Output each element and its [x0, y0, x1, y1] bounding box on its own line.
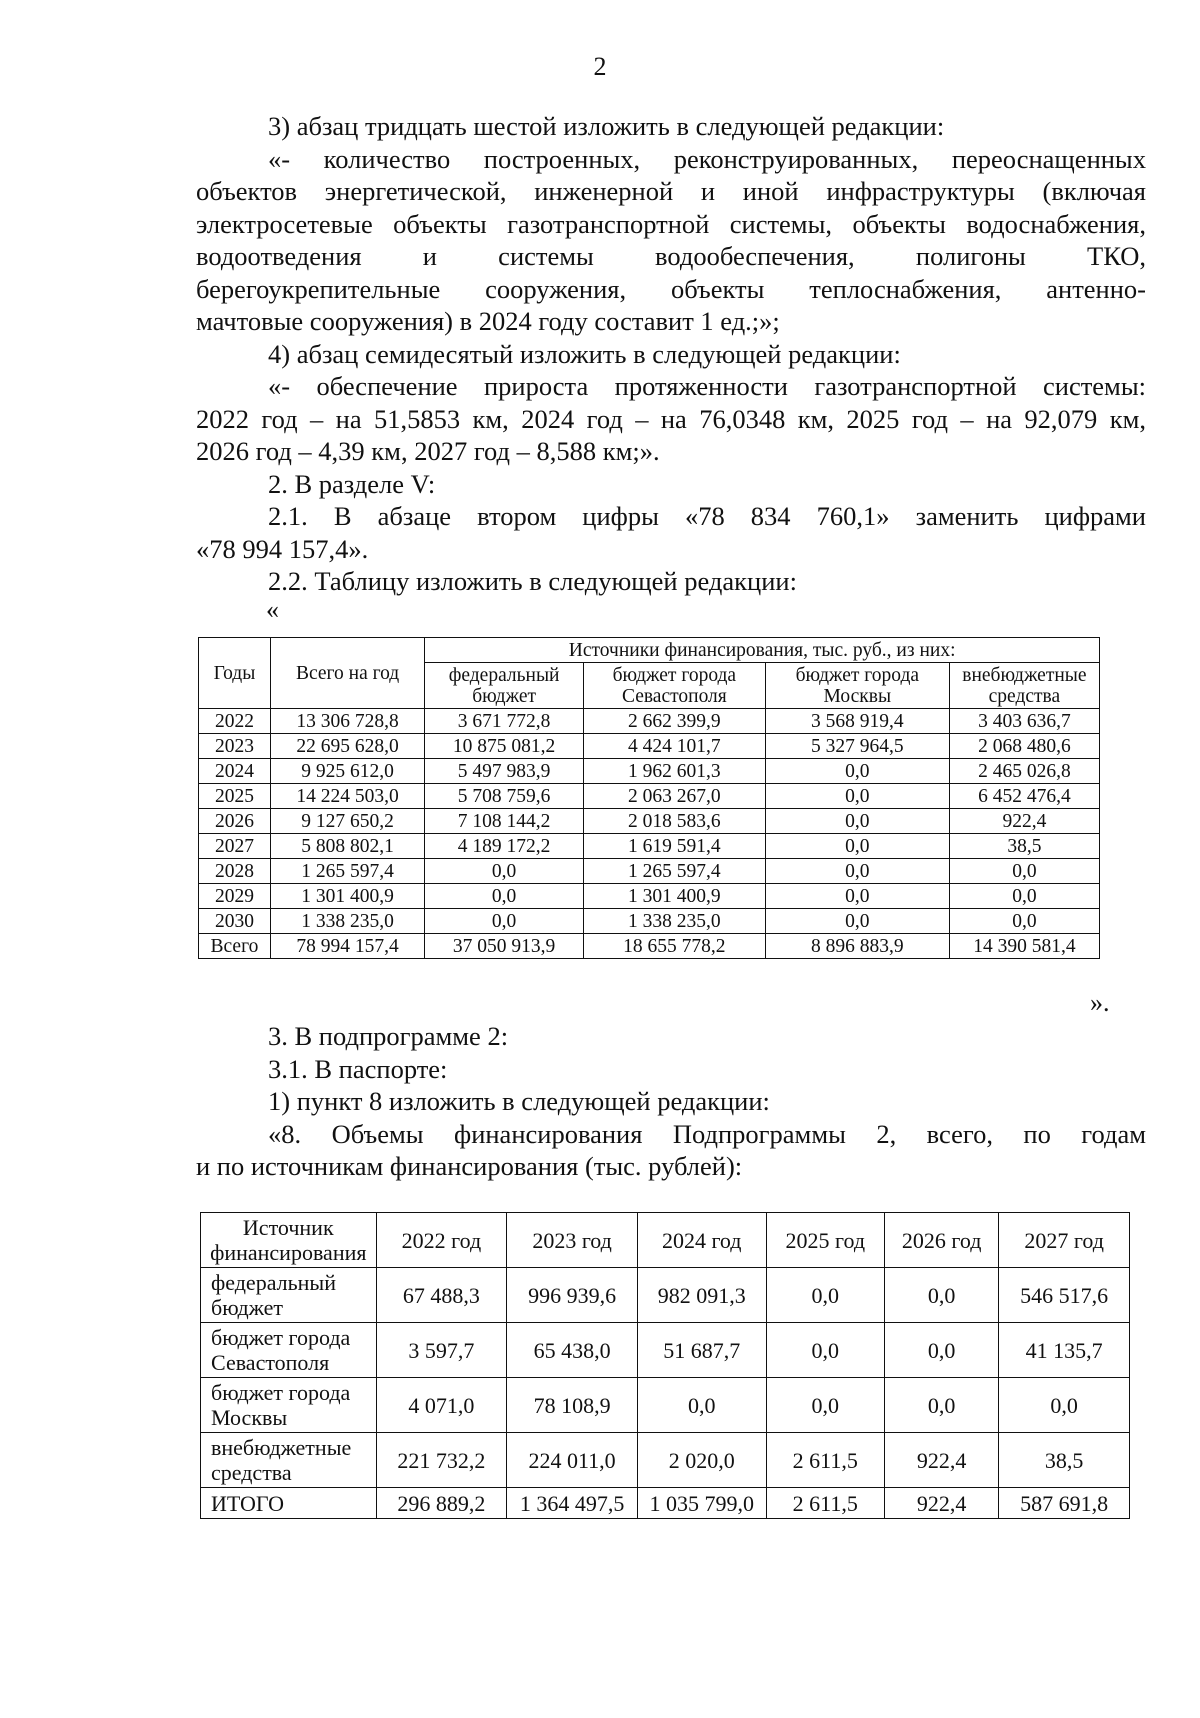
cell-value: 78 108,9 [507, 1378, 638, 1433]
point8-heading: 1) пункт 8 изложить в следующей редакции: [268, 1086, 770, 1116]
cell-extrabudgetary: 0,0 [949, 884, 1099, 909]
item21-line: 2.1. В абзаце втором цифры «78 834 760,1» заменить цифрами [268, 501, 1146, 531]
cell-year: 2023 [199, 734, 271, 759]
cell-federal: 5 708 759,6 [425, 784, 584, 809]
cell-source: бюджет города Москвы [201, 1378, 377, 1433]
cell-year: 2028 [199, 859, 271, 884]
header-source: Источник финансирования [201, 1213, 377, 1268]
cell-extrabudgetary: 3 403 636,7 [949, 709, 1099, 734]
cell-moscow: 8 896 883,9 [765, 934, 949, 959]
item3-line-4: водоотведения и системы водообеспечения, полигоны ТКО, [196, 241, 1146, 271]
cell-moscow: 5 327 964,5 [765, 734, 949, 759]
cell-value: 221 732,2 [376, 1433, 507, 1488]
item21-line-last: «78 994 157,4». [196, 533, 369, 564]
cell-value: 0,0 [766, 1378, 884, 1433]
cell-value: 0,0 [637, 1378, 766, 1433]
cell-sevastopol: 4 424 101,7 [583, 734, 765, 759]
cell-sevastopol: 1 301 400,9 [583, 884, 765, 909]
header-moscow: бюджет города Москвы [765, 663, 949, 709]
cell-federal: 5 497 983,9 [425, 759, 584, 784]
item3-heading: 3) абзац тридцать шестой изложить в следующей редакции: [268, 111, 945, 141]
table-row [201, 1378, 1130, 1433]
table-row [199, 909, 1100, 934]
cell-year: 2030 [199, 909, 271, 934]
header-2022: 2022 год [376, 1213, 507, 1268]
item3-line-3: электросетевые объекты газотранспортной системы, объекты водоснабжения, [196, 208, 1146, 239]
cell-federal: 0,0 [425, 909, 584, 934]
cell-total: 9 127 650,2 [270, 809, 424, 834]
cell-value: 922,4 [884, 1488, 998, 1519]
amendments-text [196, 110, 1146, 622]
table-row [199, 834, 1100, 859]
cell-value: 67 488,3 [376, 1268, 507, 1323]
cell-year: 2027 [199, 834, 271, 859]
table-row-total [199, 934, 1100, 959]
item4-line-1: «- обеспечение прироста протяженности газотранспортной системы: [268, 371, 1146, 401]
cell-moscow: 0,0 [765, 834, 949, 859]
cell-federal: 0,0 [425, 884, 584, 909]
table-header-row [201, 1213, 1130, 1268]
cell-federal: 10 875 081,2 [425, 734, 584, 759]
table-row [201, 1268, 1130, 1323]
item4-line-last: 2026 год – 4,39 км, 2027 год – 8,588 км;». [196, 436, 660, 466]
header-2026: 2026 год [884, 1213, 998, 1268]
cell-year: Всего [199, 934, 271, 959]
cell-federal: 7 108 144,2 [425, 809, 584, 834]
cell-value: 587 691,8 [999, 1488, 1130, 1519]
cell-value: 2 020,0 [637, 1433, 766, 1488]
cell-year: 2029 [199, 884, 271, 909]
item4-heading: 4) абзац семидесятый изложить в следующей редакции: [268, 338, 901, 369]
volume-line-last: и по источникам финансирования (тыс. рублей): [196, 1151, 743, 1181]
subprogram-heading: 3. В подпрограмме 2: [268, 1021, 509, 1051]
header-2024: 2024 год [637, 1213, 766, 1268]
cell-source: ИТОГО [201, 1488, 377, 1519]
cell-value: 41 135,7 [999, 1323, 1130, 1378]
cell-value: 996 939,6 [507, 1268, 638, 1323]
cell-value: 296 889,2 [376, 1488, 507, 1519]
cell-total: 78 994 157,4 [270, 934, 424, 959]
subprogram-text [196, 1020, 1146, 1183]
cell-source: федеральный бюджет [201, 1268, 377, 1323]
header-sevastopol: бюджет города Севастополя [583, 663, 765, 709]
cell-federal: 37 050 913,9 [425, 934, 584, 959]
header-2025: 2025 год [766, 1213, 884, 1268]
subprogram-financing-table [200, 1212, 1130, 1519]
table-row [199, 884, 1100, 909]
cell-moscow: 0,0 [765, 759, 949, 784]
cell-year: 2022 [199, 709, 271, 734]
table-row [201, 1433, 1130, 1488]
cell-moscow: 3 568 919,4 [765, 709, 949, 734]
cell-value: 0,0 [766, 1323, 884, 1378]
cell-value: 38,5 [999, 1433, 1130, 1488]
cell-source: внебюджетные средства [201, 1433, 377, 1488]
cell-extrabudgetary: 922,4 [949, 809, 1099, 834]
cell-total: 13 306 728,8 [270, 709, 424, 734]
cell-year: 2026 [199, 809, 271, 834]
cell-value: 0,0 [884, 1268, 998, 1323]
cell-federal: 0,0 [425, 859, 584, 884]
table-row [199, 759, 1100, 784]
cell-total: 5 808 802,1 [270, 834, 424, 859]
header-extrabudgetary: внебюджетные средства [949, 663, 1099, 709]
passport-heading: 3.1. В паспорте: [268, 1053, 448, 1084]
cell-value: 0,0 [884, 1378, 998, 1433]
cell-federal: 3 671 772,8 [425, 709, 584, 734]
table-row [199, 734, 1100, 759]
cell-value: 982 091,3 [637, 1268, 766, 1323]
cell-sevastopol: 1 619 591,4 [583, 834, 765, 859]
item22-heading: 2.2. Таблицу изложить в следующей редакции: [268, 566, 797, 596]
cell-total: 1 338 235,0 [270, 909, 424, 934]
financing-by-year-table [198, 637, 1100, 959]
table-row [199, 709, 1100, 734]
volume-line: «8. Объемы финансирования Подпрограммы 2, всего, по годам [268, 1118, 1146, 1149]
cell-value: 4 071,0 [376, 1378, 507, 1433]
cell-extrabudgetary: 38,5 [949, 834, 1099, 859]
cell-total: 1 265 597,4 [270, 859, 424, 884]
cell-value: 1 364 497,5 [507, 1488, 638, 1519]
cell-total: 9 925 612,0 [270, 759, 424, 784]
cell-sevastopol: 2 063 267,0 [583, 784, 765, 809]
header-years: Годы [199, 638, 271, 709]
cell-moscow: 0,0 [765, 909, 949, 934]
cell-sevastopol: 18 655 778,2 [583, 934, 765, 959]
item3-line-1: «- количество построенных, реконструированных, переоснащенных [268, 143, 1146, 174]
close-quote: ». [1090, 988, 1110, 1017]
cell-year: 2024 [199, 759, 271, 784]
cell-total: 14 224 503,0 [270, 784, 424, 809]
cell-extrabudgetary: 14 390 581,4 [949, 934, 1099, 959]
cell-total: 1 301 400,9 [270, 884, 424, 909]
cell-year: 2025 [199, 784, 271, 809]
cell-extrabudgetary: 6 452 476,4 [949, 784, 1099, 809]
section-v-heading: 2. В разделе V: [268, 468, 436, 499]
cell-extrabudgetary: 2 465 026,8 [949, 759, 1099, 784]
item3-line-last: мачтовые сооружения) в 2024 году составит 1 ед.;»; [196, 306, 780, 336]
header-2023: 2023 год [507, 1213, 638, 1268]
header-federal: федеральный бюджет [425, 663, 584, 709]
cell-extrabudgetary: 0,0 [949, 859, 1099, 884]
cell-value: 2 611,5 [766, 1433, 884, 1488]
cell-total: 22 695 628,0 [270, 734, 424, 759]
cell-value: 51 687,7 [637, 1323, 766, 1378]
cell-extrabudgetary: 0,0 [949, 909, 1099, 934]
header-sources: Источники финансирования, тыс. руб., из них: [425, 638, 1100, 663]
cell-sevastopol: 2 018 583,6 [583, 809, 765, 834]
page-number: 2 [593, 52, 607, 81]
cell-value: 1 035 799,0 [637, 1488, 766, 1519]
table-row-total [201, 1488, 1130, 1519]
header-2027: 2027 год [999, 1213, 1130, 1268]
cell-sevastopol: 1 338 235,0 [583, 909, 765, 934]
cell-value: 0,0 [884, 1323, 998, 1378]
table-row [199, 784, 1100, 809]
cell-extrabudgetary: 2 068 480,6 [949, 734, 1099, 759]
cell-federal: 4 189 172,2 [425, 834, 584, 859]
cell-value: 546 517,6 [999, 1268, 1130, 1323]
cell-moscow: 0,0 [765, 884, 949, 909]
cell-sevastopol: 1 962 601,3 [583, 759, 765, 784]
item3-line-2: объектов энергетической, инженерной и иной инфраструктуры (включая [196, 176, 1146, 206]
item4-line-2: 2022 год – на 51,5853 км, 2024 год – на 76,0348 км, 2025 год – на 92,079 км, [196, 403, 1146, 434]
open-quote: « [266, 594, 279, 624]
cell-value: 922,4 [884, 1433, 998, 1488]
cell-moscow: 0,0 [765, 809, 949, 834]
table-row [199, 859, 1100, 884]
cell-value: 0,0 [766, 1268, 884, 1323]
cell-moscow: 0,0 [765, 784, 949, 809]
cell-value: 224 011,0 [507, 1433, 638, 1488]
cell-value: 3 597,7 [376, 1323, 507, 1378]
table-row [201, 1323, 1130, 1378]
cell-value: 0,0 [999, 1378, 1130, 1433]
cell-moscow: 0,0 [765, 859, 949, 884]
item3-line-5: берегоукрепительные сооружения, объекты теплоснабжения, антенно- [196, 273, 1146, 304]
cell-value: 2 611,5 [766, 1488, 884, 1519]
cell-value: 65 438,0 [507, 1323, 638, 1378]
cell-source: бюджет города Севастополя [201, 1323, 377, 1378]
table-row [199, 809, 1100, 834]
cell-sevastopol: 1 265 597,4 [583, 859, 765, 884]
header-total: Всего на год [270, 638, 424, 709]
cell-sevastopol: 2 662 399,9 [583, 709, 765, 734]
